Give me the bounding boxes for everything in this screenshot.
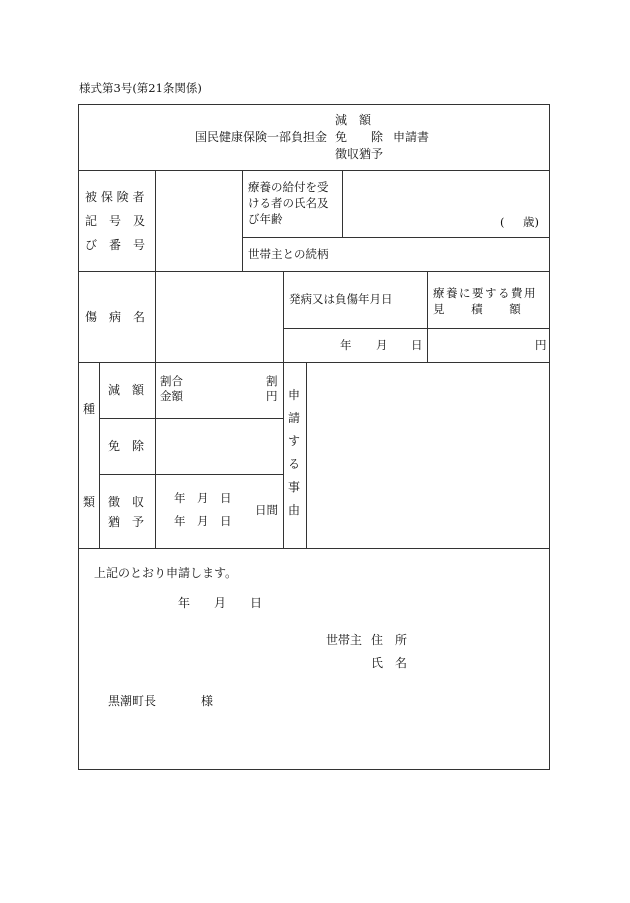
recipient-label-line1: 療養の給付を受 <box>248 180 329 194</box>
householder-label: 世帯主 <box>326 633 363 647</box>
title-prefix: 国民健康保険一部負担金 <box>195 130 328 144</box>
reason-char: 請 <box>288 411 301 425</box>
relationship-field[interactable] <box>346 241 546 267</box>
reason-char: 事 <box>288 480 301 494</box>
illness-label: 傷 病 名 <box>85 310 146 324</box>
form-number: 様式第3号(第21条関係) <box>79 81 202 95</box>
rule-insured-bottom <box>78 271 550 272</box>
addressee: 黒潮町長 <box>108 694 157 708</box>
rule-recipient-label-right <box>342 170 343 237</box>
rule-insured-value-right <box>242 170 243 271</box>
reduce-label: 減 額 <box>108 383 145 397</box>
defer-start-date: 年 月 日 <box>174 491 232 505</box>
type-label-top: 種 <box>83 402 96 416</box>
rule-type-sub-right <box>155 362 156 548</box>
illness-name-field[interactable] <box>160 276 279 358</box>
rule-type-bottom <box>78 548 550 549</box>
onset-date-label: 発病又は負傷年月日 <box>289 292 393 306</box>
rule-exempt-bottom <box>99 474 283 475</box>
ratio-unit: 割 <box>266 374 278 388</box>
onset-month-unit: 月 <box>376 338 388 352</box>
rule-illness-mid <box>283 328 550 329</box>
cost-estimate-label-line1: 療養に要する費用 <box>433 286 537 300</box>
amount-label: 金額 <box>160 389 183 403</box>
defer-period-unit: 日間 <box>255 503 278 517</box>
reason-char: 申 <box>288 388 301 402</box>
amount-unit: 円 <box>266 389 278 403</box>
insured-number-field[interactable] <box>160 176 238 266</box>
honorific: 様 <box>201 694 214 708</box>
age-unit: 歳) <box>523 215 539 229</box>
declaration-date: 年 月 日 <box>178 596 263 610</box>
ratio-label: 割合 <box>160 374 183 388</box>
rule-type-label-right <box>99 362 100 548</box>
rule-recipient-bottom <box>242 237 550 238</box>
reason-label <box>288 389 302 516</box>
rule-illness-value-right <box>283 271 284 362</box>
reason-char: る <box>288 457 301 471</box>
rule-insured-label-right <box>155 170 156 271</box>
rule-illness-label-right <box>155 271 156 362</box>
title-suffix: 申請書 <box>393 130 430 144</box>
rule-onset-right <box>427 271 428 362</box>
onset-year-unit: 年 <box>340 338 352 352</box>
recipient-label-line2: ける者の氏名及 <box>248 196 329 210</box>
title-option-defer: 徴収猶予 <box>335 147 384 161</box>
reason-field[interactable] <box>311 367 545 543</box>
title-option-exempt: 免 除 <box>335 130 384 144</box>
rule-title-bottom <box>78 170 550 171</box>
recipient-label-line3: び年齢 <box>248 212 283 226</box>
rule-illness-bottom <box>78 362 550 363</box>
insured-label-line2: 記 号 及 <box>85 214 146 228</box>
declaration-statement: 上記のとおり申請します。 <box>94 566 238 580</box>
reason-char: 由 <box>288 503 301 517</box>
age-open-paren: ( <box>500 215 505 229</box>
title-option-reduce: 減 額 <box>335 113 372 127</box>
cost-estimate-label-line2: 見 積 額 <box>433 302 522 316</box>
onset-day-unit: 日 <box>411 338 423 352</box>
type-label-bottom: 類 <box>83 495 96 509</box>
defer-end-date: 年 月 日 <box>174 514 232 528</box>
reason-char: す <box>288 434 301 448</box>
rule-reduce-bottom <box>99 418 283 419</box>
exempt-label: 免 除 <box>108 439 145 453</box>
defer-label-line2: 猶 予 <box>108 515 145 529</box>
insured-label-line1: 被 保 険 者 <box>85 190 145 204</box>
name-label: 氏 名 <box>371 656 408 670</box>
relationship-label: 世帯主との続柄 <box>248 247 329 261</box>
rule-type-value-right <box>283 362 284 548</box>
address-label: 住 所 <box>371 633 408 647</box>
cost-yen-unit: 円 <box>535 338 547 352</box>
rule-reason-label-right <box>306 362 307 548</box>
insured-label-line3: び 番 号 <box>85 238 146 252</box>
defer-label-line1: 徴 収 <box>108 495 145 509</box>
recipient-name-field[interactable] <box>346 174 546 214</box>
